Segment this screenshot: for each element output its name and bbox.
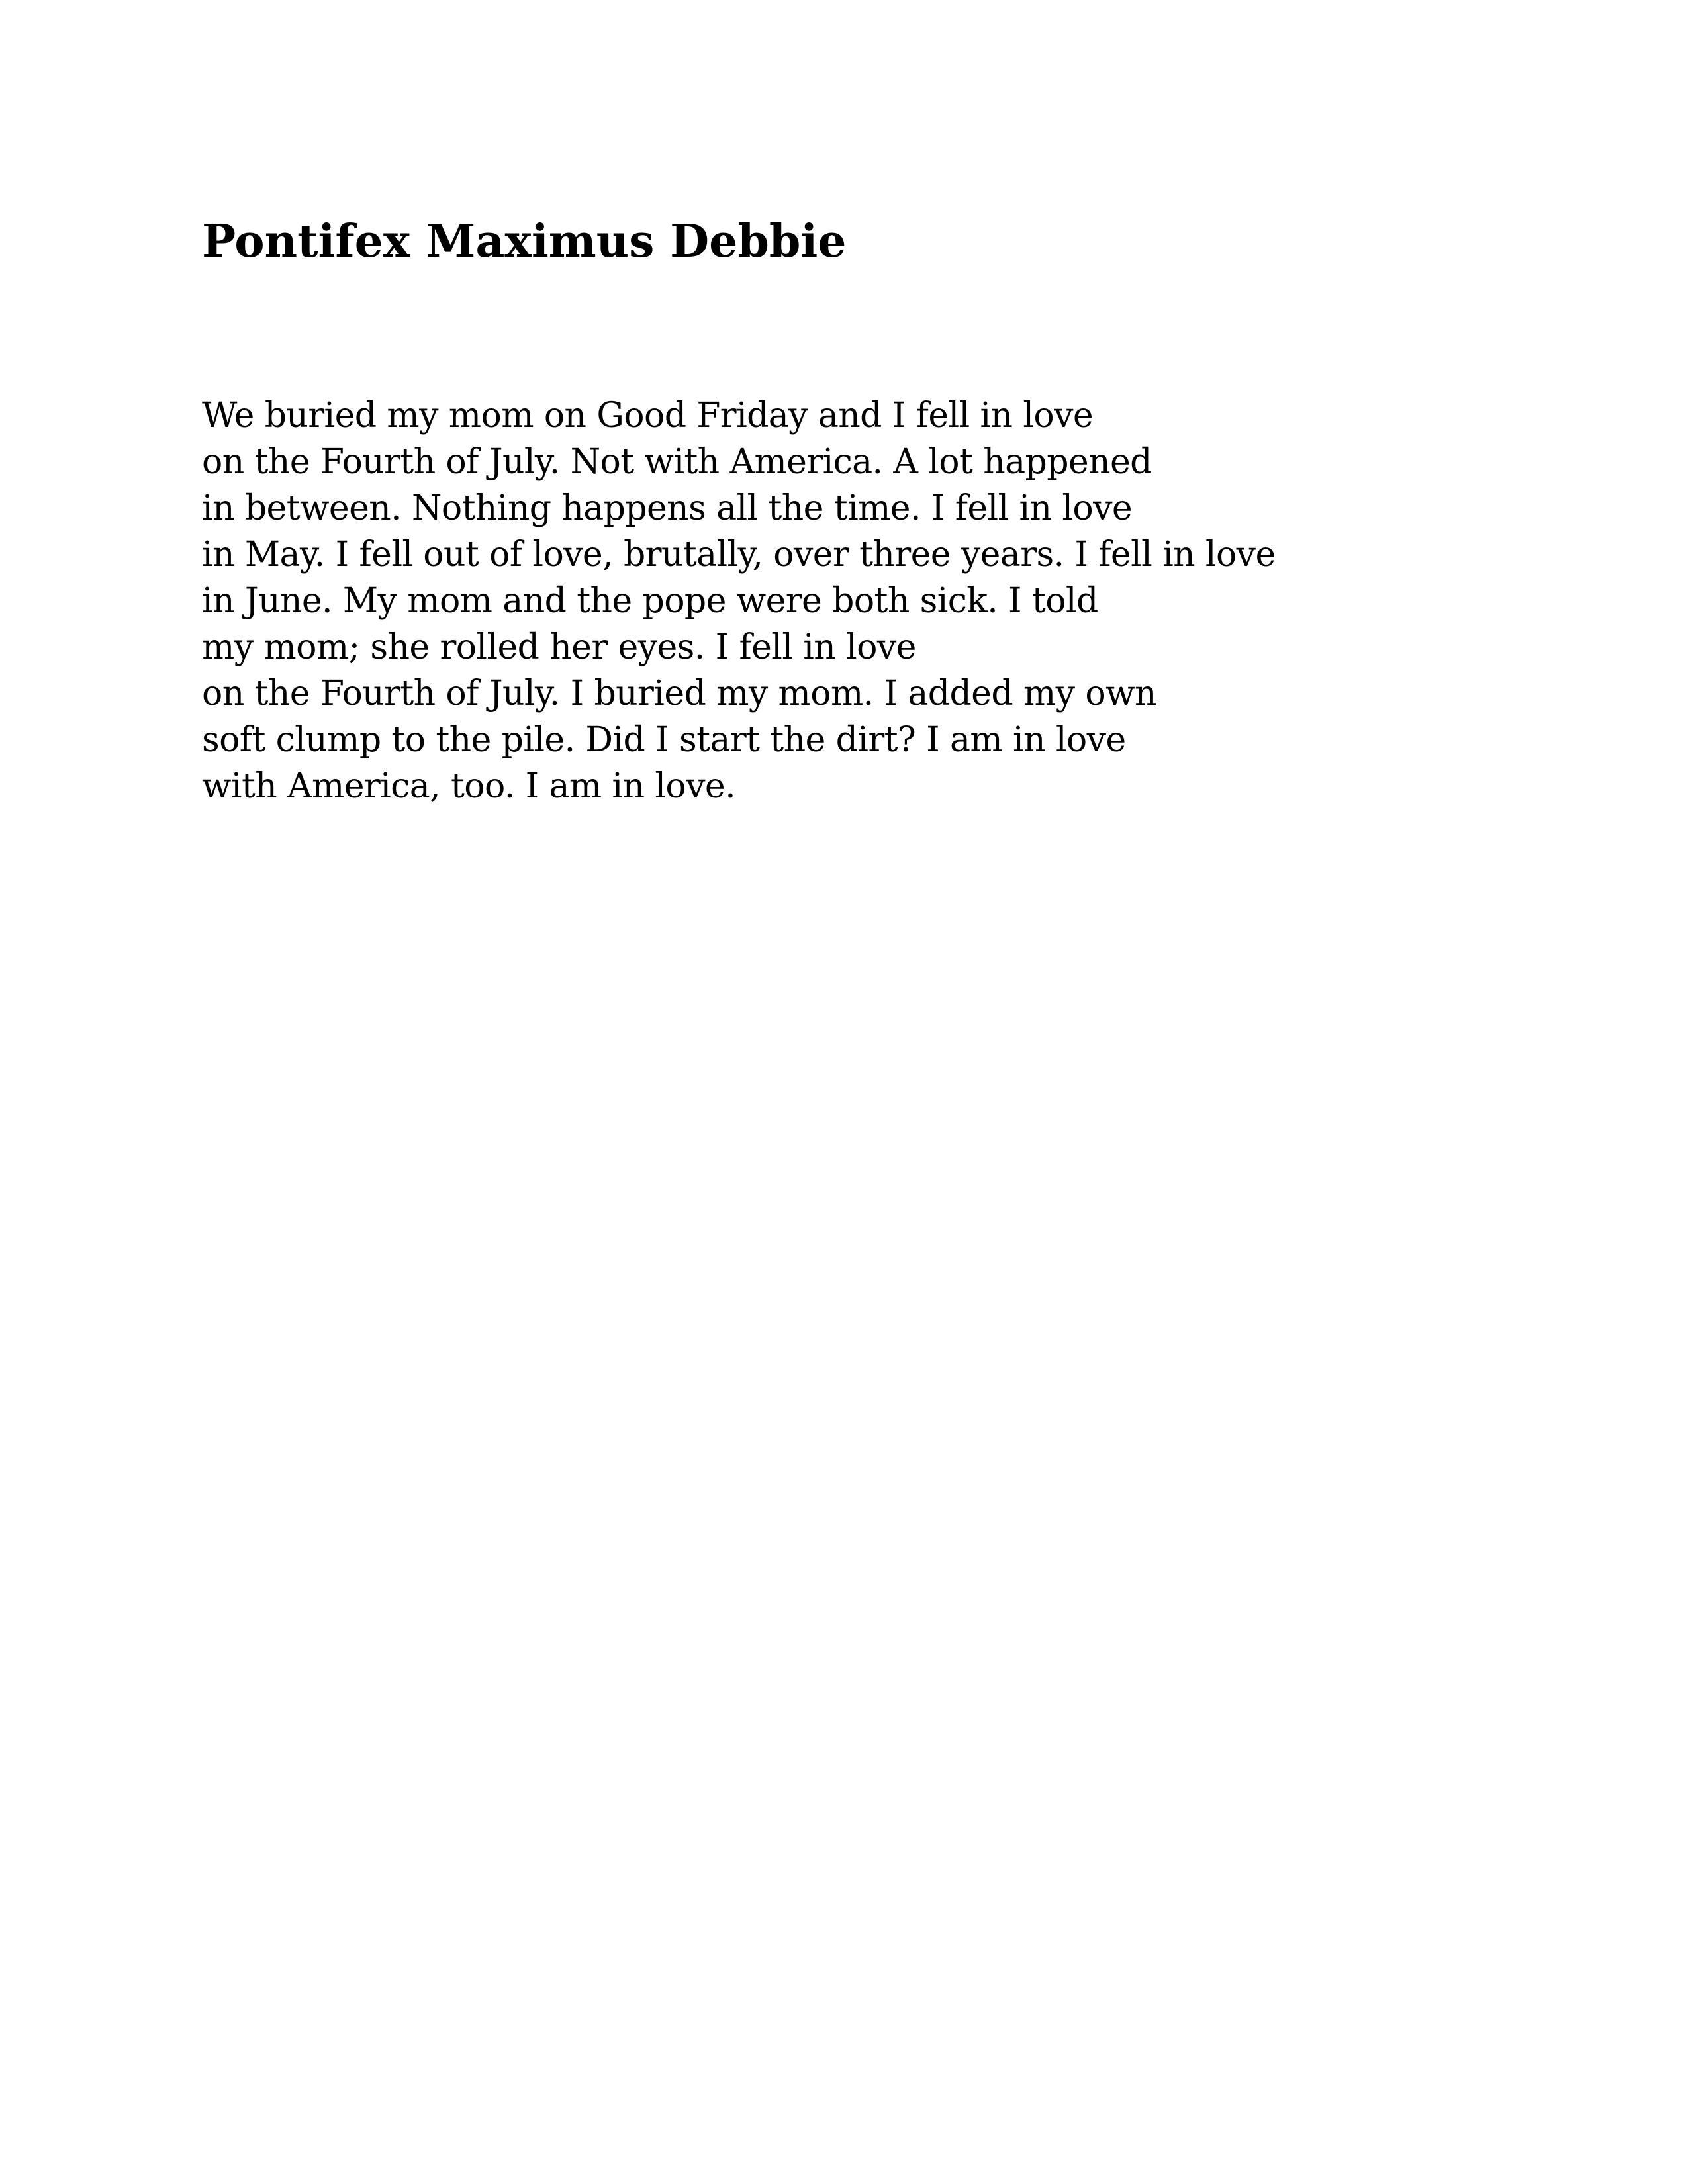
poem-line: on the Fourth of July. I buried my mom. I added my own <box>202 674 1156 713</box>
poem-line: in May. I fell out of love, brutally, over three years. I fell in love <box>202 535 1276 574</box>
poem-line: in between. Nothing happens all the time. I fell in love <box>202 488 1133 528</box>
poem-line: We buried my mom on Good Friday and I fell in love <box>202 396 1094 435</box>
poem-line: in June. My mom and the pope were both sick. I told <box>202 581 1098 621</box>
poem-title: Pontifex Maximus Debbie <box>202 215 847 268</box>
poem-line: my mom; she rolled her eyes. I fell in love <box>202 627 916 667</box>
poem-line: with America, too. I am in love. <box>202 766 735 806</box>
poem-line: soft clump to the pile. Did I start the dirt? I am in love <box>202 720 1126 760</box>
poem-body <box>202 392 1276 809</box>
poem-line: on the Fourth of July. Not with America. A lot happened <box>202 442 1152 482</box>
